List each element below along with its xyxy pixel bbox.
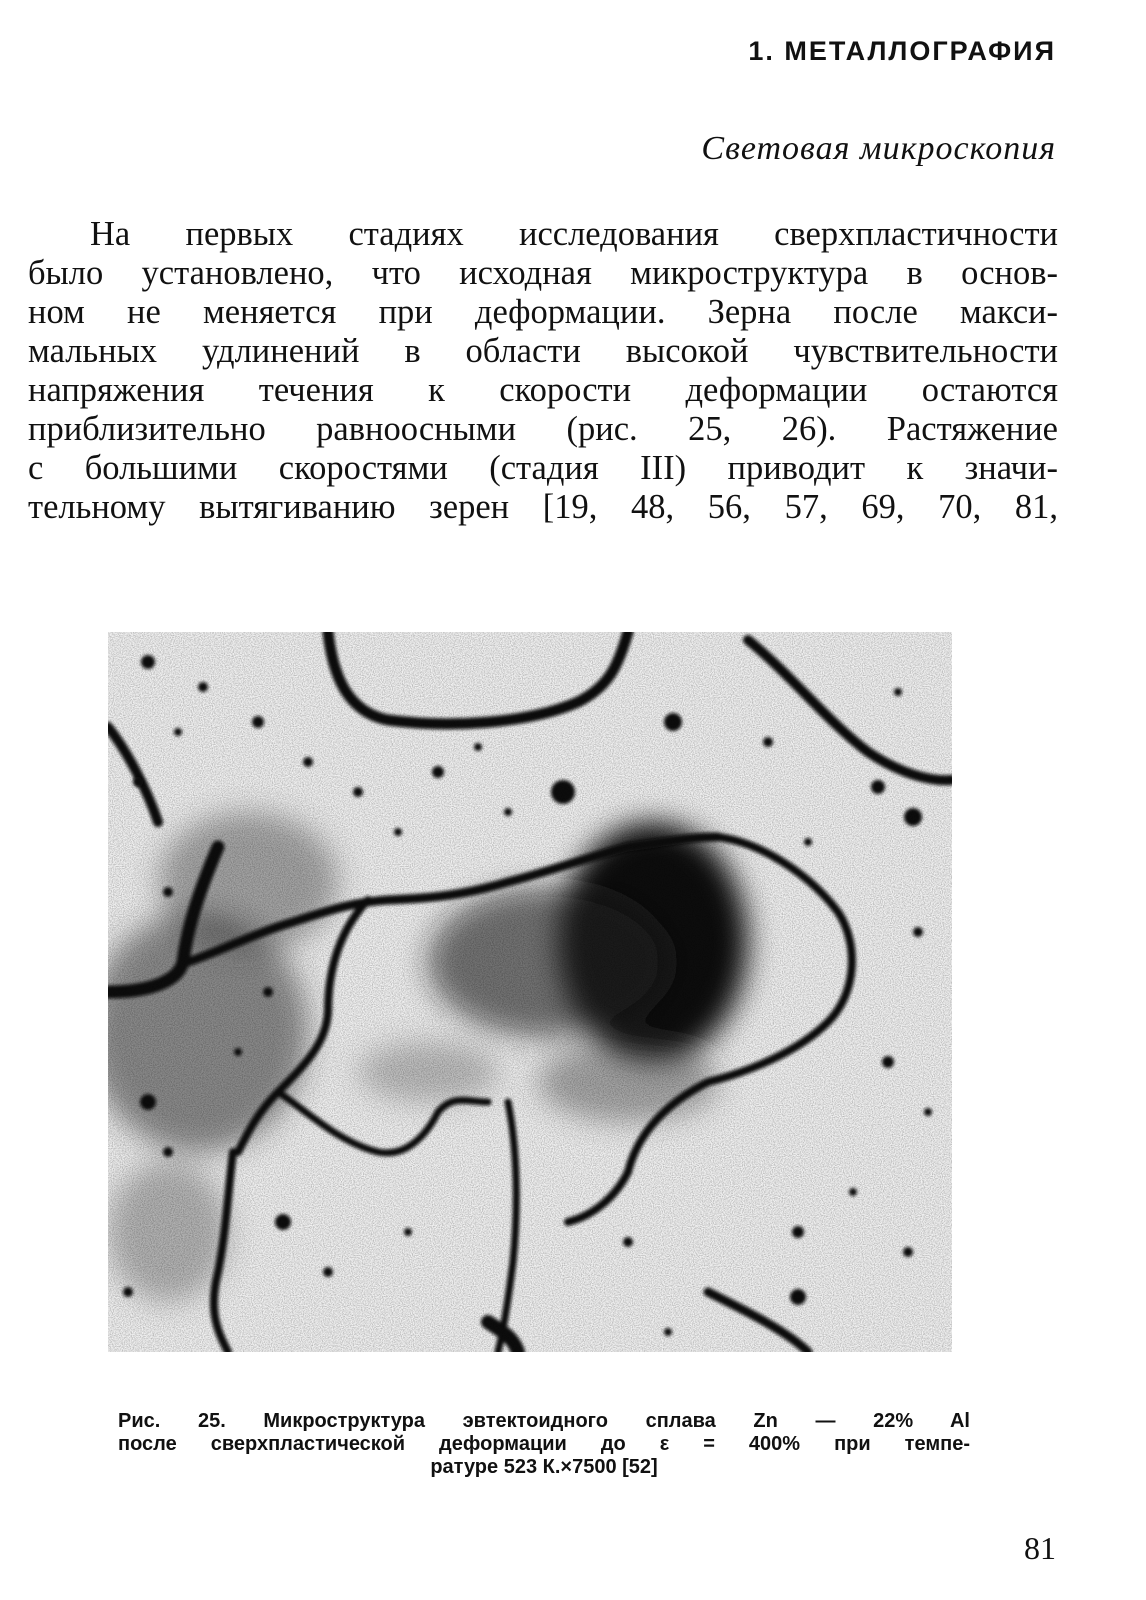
- body-line: было установлено, что исходная микроструктура в основ-: [28, 254, 1058, 292]
- body-paragraph: [28, 215, 1058, 527]
- micrograph-image: [108, 632, 952, 1352]
- body-line: тельному вытягиванию зерен [19, 48, 56, 57, 69, 70, 81,: [28, 488, 1058, 526]
- figure-caption: [118, 1410, 970, 1479]
- body-line: напряжения течения к скорости деформации остаются: [28, 371, 1058, 409]
- body-line: приблизительно равноосными (рис. 25, 26). Растяжение: [28, 410, 1058, 448]
- page-number: 81: [1024, 1530, 1056, 1566]
- caption-line: Рис. 25. Микроструктура эвтектоидного сплава Zn — 22% Al: [118, 1410, 970, 1432]
- caption-line: ратуре 523 К.×7500 [52]: [430, 1456, 658, 1478]
- section-title: Световая микроскопия: [701, 130, 1056, 167]
- micrograph-figure: [108, 632, 952, 1352]
- body-line: мальных удлинений в области высокой чувствительности: [28, 332, 1058, 370]
- running-header: 1. МЕТАЛЛОГРАФИЯ: [748, 36, 1056, 66]
- caption-line: после сверхпластической деформации до ε = 400% при темпе-: [118, 1433, 970, 1455]
- body-line: с большими скоростями (стадия III) приводит к значи-: [28, 449, 1058, 487]
- body-line: На первых стадиях исследования сверхпластичности: [90, 215, 1058, 253]
- body-line: ном не меняется при деформации. Зерна после макси-: [28, 293, 1058, 331]
- photo-grain: [108, 632, 952, 1352]
